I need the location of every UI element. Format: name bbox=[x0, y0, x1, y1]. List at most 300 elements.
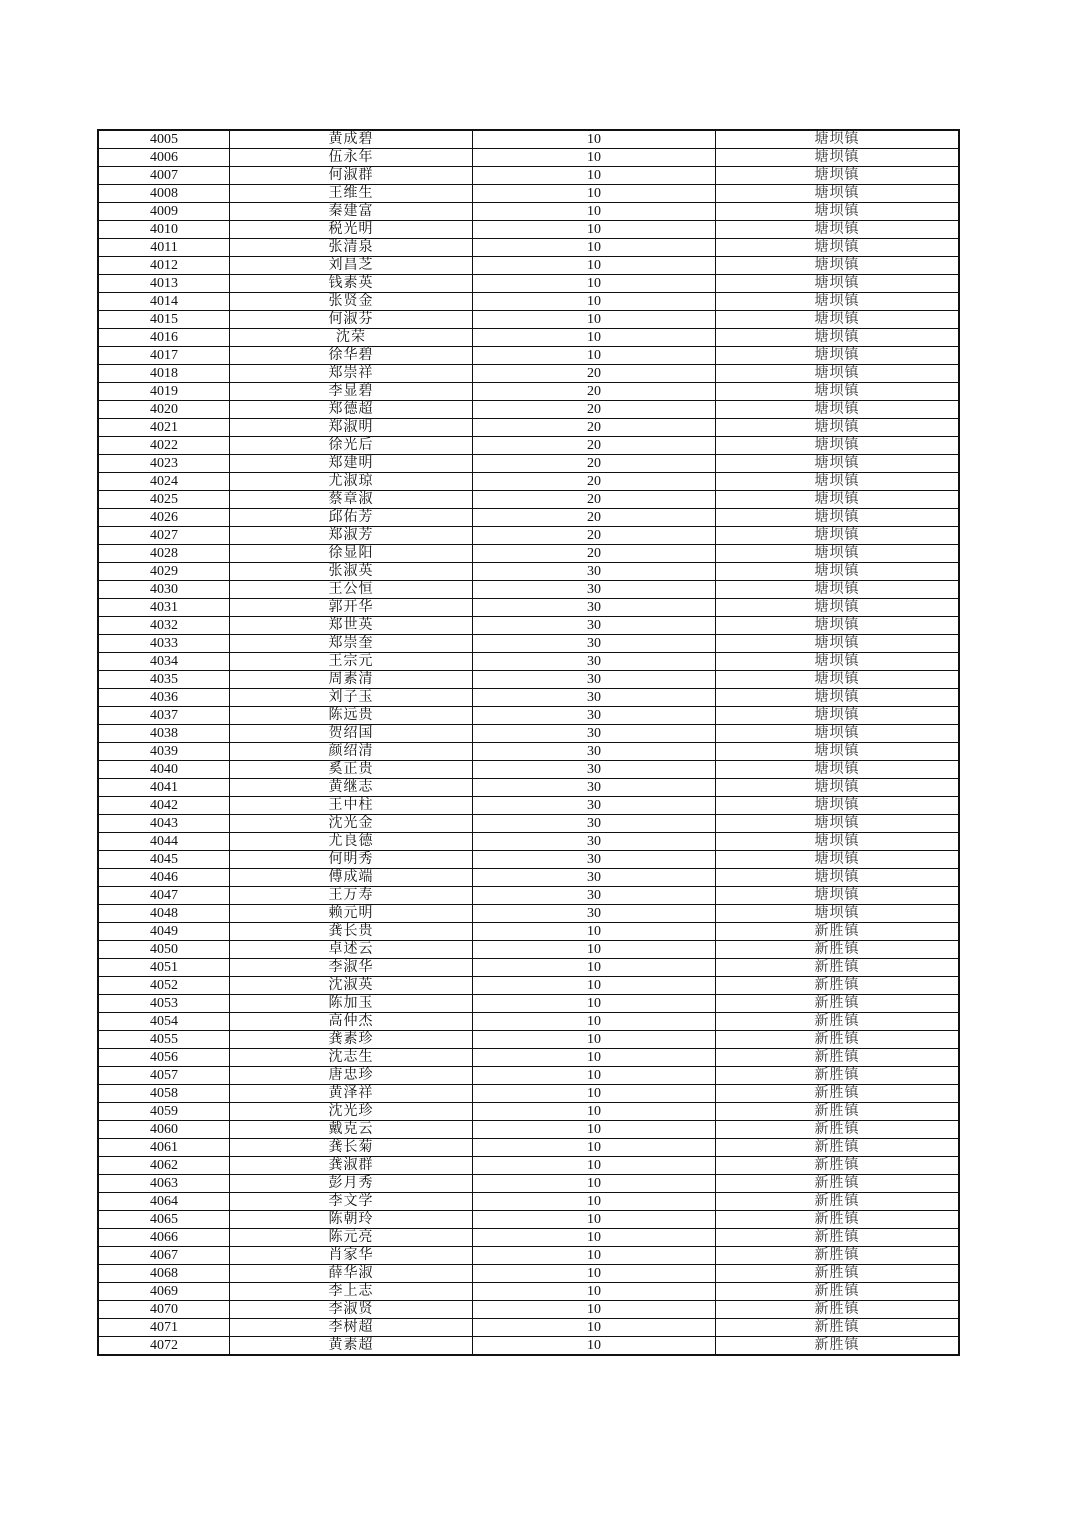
name-cell: 贺绍国 bbox=[230, 725, 473, 743]
row-number-cell: 4066 bbox=[98, 1229, 230, 1247]
table-row bbox=[98, 653, 959, 671]
amount-cell: 10 bbox=[473, 1175, 716, 1193]
name-cell: 黄成碧 bbox=[230, 130, 473, 149]
table-row bbox=[98, 383, 959, 401]
row-number-cell: 4052 bbox=[98, 977, 230, 995]
table-row bbox=[98, 365, 959, 383]
name-cell: 颜绍清 bbox=[230, 743, 473, 761]
row-number-cell: 4031 bbox=[98, 599, 230, 617]
row-number-cell: 4028 bbox=[98, 545, 230, 563]
amount-cell: 30 bbox=[473, 905, 716, 923]
table-row bbox=[98, 743, 959, 761]
town-cell: 塘坝镇 bbox=[716, 635, 960, 653]
row-number-cell: 4050 bbox=[98, 941, 230, 959]
town-cell: 新胜镇 bbox=[716, 1013, 960, 1031]
row-number-cell: 4035 bbox=[98, 671, 230, 689]
name-cell: 龚长贵 bbox=[230, 923, 473, 941]
row-number-cell: 4033 bbox=[98, 635, 230, 653]
row-number-cell: 4065 bbox=[98, 1211, 230, 1229]
table-row bbox=[98, 401, 959, 419]
amount-cell: 10 bbox=[473, 995, 716, 1013]
amount-cell: 20 bbox=[473, 473, 716, 491]
town-cell: 塘坝镇 bbox=[716, 419, 960, 437]
table-row bbox=[98, 527, 959, 545]
table-row bbox=[98, 905, 959, 923]
amount-cell: 10 bbox=[473, 1211, 716, 1229]
table-row bbox=[98, 203, 959, 221]
town-cell: 塘坝镇 bbox=[716, 707, 960, 725]
amount-cell: 10 bbox=[473, 239, 716, 257]
amount-cell: 10 bbox=[473, 923, 716, 941]
town-cell: 塘坝镇 bbox=[716, 509, 960, 527]
amount-cell: 20 bbox=[473, 383, 716, 401]
row-number-cell: 4020 bbox=[98, 401, 230, 419]
table-row bbox=[98, 707, 959, 725]
name-cell: 伍永年 bbox=[230, 149, 473, 167]
table-row bbox=[98, 1337, 959, 1356]
name-cell: 郑德超 bbox=[230, 401, 473, 419]
table-row bbox=[98, 941, 959, 959]
town-cell: 塘坝镇 bbox=[716, 221, 960, 239]
amount-cell: 10 bbox=[473, 1247, 716, 1265]
town-cell: 塘坝镇 bbox=[716, 347, 960, 365]
town-cell: 新胜镇 bbox=[716, 1211, 960, 1229]
row-number-cell: 4059 bbox=[98, 1103, 230, 1121]
row-number-cell: 4011 bbox=[98, 239, 230, 257]
row-number-cell: 4040 bbox=[98, 761, 230, 779]
name-cell: 龚淑群 bbox=[230, 1157, 473, 1175]
row-number-cell: 4070 bbox=[98, 1301, 230, 1319]
row-number-cell: 4037 bbox=[98, 707, 230, 725]
row-number-cell: 4044 bbox=[98, 833, 230, 851]
table-row bbox=[98, 779, 959, 797]
table-row bbox=[98, 671, 959, 689]
town-cell: 新胜镇 bbox=[716, 959, 960, 977]
name-cell: 尤良德 bbox=[230, 833, 473, 851]
town-cell: 塘坝镇 bbox=[716, 725, 960, 743]
row-number-cell: 4024 bbox=[98, 473, 230, 491]
table-row bbox=[98, 1211, 959, 1229]
town-cell: 新胜镇 bbox=[716, 995, 960, 1013]
table-row bbox=[98, 1031, 959, 1049]
town-cell: 塘坝镇 bbox=[716, 563, 960, 581]
town-cell: 塘坝镇 bbox=[716, 833, 960, 851]
row-number-cell: 4036 bbox=[98, 689, 230, 707]
row-number-cell: 4067 bbox=[98, 1247, 230, 1265]
town-cell: 塘坝镇 bbox=[716, 329, 960, 347]
town-cell: 塘坝镇 bbox=[716, 311, 960, 329]
table-row bbox=[98, 509, 959, 527]
name-cell: 李显碧 bbox=[230, 383, 473, 401]
row-number-cell: 4008 bbox=[98, 185, 230, 203]
amount-cell: 10 bbox=[473, 959, 716, 977]
town-cell: 新胜镇 bbox=[716, 1229, 960, 1247]
town-cell: 新胜镇 bbox=[716, 1049, 960, 1067]
town-cell: 新胜镇 bbox=[716, 977, 960, 995]
row-number-cell: 4023 bbox=[98, 455, 230, 473]
table-row bbox=[98, 959, 959, 977]
table-row bbox=[98, 797, 959, 815]
amount-cell: 10 bbox=[473, 1157, 716, 1175]
name-cell: 赖元明 bbox=[230, 905, 473, 923]
amount-cell: 30 bbox=[473, 833, 716, 851]
name-cell: 何明秀 bbox=[230, 851, 473, 869]
row-number-cell: 4055 bbox=[98, 1031, 230, 1049]
row-number-cell: 4057 bbox=[98, 1067, 230, 1085]
table-row bbox=[98, 1301, 959, 1319]
table-row bbox=[98, 761, 959, 779]
row-number-cell: 4019 bbox=[98, 383, 230, 401]
name-cell: 徐华碧 bbox=[230, 347, 473, 365]
name-cell: 龚素珍 bbox=[230, 1031, 473, 1049]
name-cell: 王宗元 bbox=[230, 653, 473, 671]
town-cell: 新胜镇 bbox=[716, 1157, 960, 1175]
town-cell: 新胜镇 bbox=[716, 1337, 960, 1356]
table-row bbox=[98, 329, 959, 347]
name-cell: 郑建明 bbox=[230, 455, 473, 473]
name-cell: 钱素英 bbox=[230, 275, 473, 293]
amount-cell: 10 bbox=[473, 1067, 716, 1085]
name-cell: 张淑英 bbox=[230, 563, 473, 581]
amount-cell: 10 bbox=[473, 1283, 716, 1301]
name-cell: 郑崇祥 bbox=[230, 365, 473, 383]
name-cell: 陈元亮 bbox=[230, 1229, 473, 1247]
table-row bbox=[98, 1319, 959, 1337]
name-cell: 王万寿 bbox=[230, 887, 473, 905]
name-cell: 李树超 bbox=[230, 1319, 473, 1337]
row-number-cell: 4069 bbox=[98, 1283, 230, 1301]
name-cell: 彭月秀 bbox=[230, 1175, 473, 1193]
amount-cell: 10 bbox=[473, 293, 716, 311]
name-cell: 尤淑琼 bbox=[230, 473, 473, 491]
town-cell: 塘坝镇 bbox=[716, 743, 960, 761]
amount-cell: 30 bbox=[473, 599, 716, 617]
row-number-cell: 4005 bbox=[98, 130, 230, 149]
amount-cell: 30 bbox=[473, 851, 716, 869]
row-number-cell: 4045 bbox=[98, 851, 230, 869]
row-number-cell: 4056 bbox=[98, 1049, 230, 1067]
amount-cell: 10 bbox=[473, 1121, 716, 1139]
table-row bbox=[98, 130, 959, 149]
town-cell: 塘坝镇 bbox=[716, 653, 960, 671]
table-row bbox=[98, 1103, 959, 1121]
name-cell: 戴克云 bbox=[230, 1121, 473, 1139]
town-cell: 新胜镇 bbox=[716, 1193, 960, 1211]
amount-cell: 30 bbox=[473, 707, 716, 725]
table-row bbox=[98, 1085, 959, 1103]
amount-cell: 10 bbox=[473, 1193, 716, 1211]
amount-cell: 10 bbox=[473, 329, 716, 347]
town-cell: 新胜镇 bbox=[716, 1139, 960, 1157]
town-cell: 塘坝镇 bbox=[716, 887, 960, 905]
amount-cell: 10 bbox=[473, 1103, 716, 1121]
table-row bbox=[98, 563, 959, 581]
row-number-cell: 4029 bbox=[98, 563, 230, 581]
town-cell: 塘坝镇 bbox=[716, 473, 960, 491]
table-row bbox=[98, 815, 959, 833]
amount-cell: 10 bbox=[473, 1337, 716, 1356]
row-number-cell: 4071 bbox=[98, 1319, 230, 1337]
amount-cell: 10 bbox=[473, 1013, 716, 1031]
row-number-cell: 4061 bbox=[98, 1139, 230, 1157]
table-row bbox=[98, 1121, 959, 1139]
table-row bbox=[98, 185, 959, 203]
table-row bbox=[98, 923, 959, 941]
town-cell: 塘坝镇 bbox=[716, 437, 960, 455]
name-cell: 陈加玉 bbox=[230, 995, 473, 1013]
town-cell: 塘坝镇 bbox=[716, 383, 960, 401]
town-cell: 新胜镇 bbox=[716, 1301, 960, 1319]
row-number-cell: 4048 bbox=[98, 905, 230, 923]
table-row bbox=[98, 1175, 959, 1193]
table-row bbox=[98, 491, 959, 509]
data-table bbox=[97, 129, 960, 1356]
amount-cell: 10 bbox=[473, 1139, 716, 1157]
town-cell: 新胜镇 bbox=[716, 941, 960, 959]
name-cell: 卓述云 bbox=[230, 941, 473, 959]
table-row bbox=[98, 635, 959, 653]
name-cell: 李淑华 bbox=[230, 959, 473, 977]
name-cell: 张清泉 bbox=[230, 239, 473, 257]
row-number-cell: 4062 bbox=[98, 1157, 230, 1175]
town-cell: 塘坝镇 bbox=[716, 491, 960, 509]
name-cell: 郑世英 bbox=[230, 617, 473, 635]
town-cell: 塘坝镇 bbox=[716, 851, 960, 869]
table-row bbox=[98, 581, 959, 599]
amount-cell: 10 bbox=[473, 203, 716, 221]
town-cell: 新胜镇 bbox=[716, 1265, 960, 1283]
row-number-cell: 4010 bbox=[98, 221, 230, 239]
table-row bbox=[98, 455, 959, 473]
town-cell: 塘坝镇 bbox=[716, 545, 960, 563]
row-number-cell: 4007 bbox=[98, 167, 230, 185]
town-cell: 塘坝镇 bbox=[716, 689, 960, 707]
amount-cell: 10 bbox=[473, 257, 716, 275]
table-row bbox=[98, 725, 959, 743]
amount-cell: 10 bbox=[473, 275, 716, 293]
table-row bbox=[98, 851, 959, 869]
name-cell: 徐显阳 bbox=[230, 545, 473, 563]
amount-cell: 30 bbox=[473, 761, 716, 779]
row-number-cell: 4026 bbox=[98, 509, 230, 527]
name-cell: 黄继志 bbox=[230, 779, 473, 797]
town-cell: 塘坝镇 bbox=[716, 815, 960, 833]
town-cell: 新胜镇 bbox=[716, 1247, 960, 1265]
amount-cell: 10 bbox=[473, 311, 716, 329]
row-number-cell: 4032 bbox=[98, 617, 230, 635]
table-row bbox=[98, 617, 959, 635]
name-cell: 李淑贤 bbox=[230, 1301, 473, 1319]
table-row bbox=[98, 1247, 959, 1265]
table-row bbox=[98, 1157, 959, 1175]
town-cell: 塘坝镇 bbox=[716, 275, 960, 293]
amount-cell: 10 bbox=[473, 1049, 716, 1067]
name-cell: 蔡章淑 bbox=[230, 491, 473, 509]
row-number-cell: 4041 bbox=[98, 779, 230, 797]
town-cell: 新胜镇 bbox=[716, 1319, 960, 1337]
name-cell: 沈光珍 bbox=[230, 1103, 473, 1121]
amount-cell: 10 bbox=[473, 1229, 716, 1247]
table-row bbox=[98, 1049, 959, 1067]
table-row bbox=[98, 689, 959, 707]
amount-cell: 30 bbox=[473, 815, 716, 833]
town-cell: 塘坝镇 bbox=[716, 167, 960, 185]
row-number-cell: 4018 bbox=[98, 365, 230, 383]
town-cell: 塘坝镇 bbox=[716, 869, 960, 887]
table-row bbox=[98, 239, 959, 257]
amount-cell: 30 bbox=[473, 887, 716, 905]
amount-cell: 30 bbox=[473, 797, 716, 815]
name-cell: 沈荣 bbox=[230, 329, 473, 347]
town-cell: 新胜镇 bbox=[716, 1031, 960, 1049]
table-row bbox=[98, 347, 959, 365]
name-cell: 何淑群 bbox=[230, 167, 473, 185]
amount-cell: 10 bbox=[473, 347, 716, 365]
town-cell: 新胜镇 bbox=[716, 1085, 960, 1103]
amount-cell: 20 bbox=[473, 437, 716, 455]
town-cell: 塘坝镇 bbox=[716, 599, 960, 617]
table-row bbox=[98, 977, 959, 995]
name-cell: 沈志生 bbox=[230, 1049, 473, 1067]
row-number-cell: 4054 bbox=[98, 1013, 230, 1031]
amount-cell: 30 bbox=[473, 671, 716, 689]
town-cell: 新胜镇 bbox=[716, 923, 960, 941]
row-number-cell: 4025 bbox=[98, 491, 230, 509]
name-cell: 郭开华 bbox=[230, 599, 473, 617]
amount-cell: 30 bbox=[473, 563, 716, 581]
row-number-cell: 4015 bbox=[98, 311, 230, 329]
amount-cell: 30 bbox=[473, 743, 716, 761]
row-number-cell: 4038 bbox=[98, 725, 230, 743]
town-cell: 塘坝镇 bbox=[716, 185, 960, 203]
amount-cell: 20 bbox=[473, 455, 716, 473]
town-cell: 塘坝镇 bbox=[716, 257, 960, 275]
town-cell: 塘坝镇 bbox=[716, 455, 960, 473]
row-number-cell: 4013 bbox=[98, 275, 230, 293]
row-number-cell: 4058 bbox=[98, 1085, 230, 1103]
town-cell: 塘坝镇 bbox=[716, 149, 960, 167]
row-number-cell: 4043 bbox=[98, 815, 230, 833]
table-row bbox=[98, 1013, 959, 1031]
amount-cell: 10 bbox=[473, 149, 716, 167]
row-number-cell: 4034 bbox=[98, 653, 230, 671]
amount-cell: 30 bbox=[473, 617, 716, 635]
town-cell: 塘坝镇 bbox=[716, 617, 960, 635]
town-cell: 新胜镇 bbox=[716, 1175, 960, 1193]
row-number-cell: 4039 bbox=[98, 743, 230, 761]
name-cell: 徐光后 bbox=[230, 437, 473, 455]
amount-cell: 10 bbox=[473, 167, 716, 185]
table-row bbox=[98, 167, 959, 185]
name-cell: 黄泽祥 bbox=[230, 1085, 473, 1103]
table-row bbox=[98, 311, 959, 329]
table-row bbox=[98, 1283, 959, 1301]
table-row bbox=[98, 833, 959, 851]
town-cell: 新胜镇 bbox=[716, 1121, 960, 1139]
row-number-cell: 4012 bbox=[98, 257, 230, 275]
town-cell: 塘坝镇 bbox=[716, 365, 960, 383]
amount-cell: 30 bbox=[473, 725, 716, 743]
table-row bbox=[98, 419, 959, 437]
name-cell: 肖家华 bbox=[230, 1247, 473, 1265]
row-number-cell: 4064 bbox=[98, 1193, 230, 1211]
row-number-cell: 4006 bbox=[98, 149, 230, 167]
amount-cell: 30 bbox=[473, 653, 716, 671]
table-row bbox=[98, 995, 959, 1013]
town-cell: 塘坝镇 bbox=[716, 239, 960, 257]
table-row bbox=[98, 599, 959, 617]
row-number-cell: 4051 bbox=[98, 959, 230, 977]
name-cell: 沈光金 bbox=[230, 815, 473, 833]
name-cell: 税光明 bbox=[230, 221, 473, 239]
row-number-cell: 4014 bbox=[98, 293, 230, 311]
town-cell: 塘坝镇 bbox=[716, 203, 960, 221]
table-body bbox=[98, 130, 959, 1355]
amount-cell: 10 bbox=[473, 185, 716, 203]
amount-cell: 20 bbox=[473, 545, 716, 563]
table-row bbox=[98, 545, 959, 563]
name-cell: 李文学 bbox=[230, 1193, 473, 1211]
amount-cell: 20 bbox=[473, 491, 716, 509]
amount-cell: 10 bbox=[473, 941, 716, 959]
amount-cell: 10 bbox=[473, 1085, 716, 1103]
row-number-cell: 4027 bbox=[98, 527, 230, 545]
amount-cell: 10 bbox=[473, 1301, 716, 1319]
town-cell: 塘坝镇 bbox=[716, 527, 960, 545]
town-cell: 新胜镇 bbox=[716, 1103, 960, 1121]
table-row bbox=[98, 869, 959, 887]
amount-cell: 30 bbox=[473, 689, 716, 707]
name-cell: 张贤金 bbox=[230, 293, 473, 311]
table-row bbox=[98, 437, 959, 455]
table-row bbox=[98, 257, 959, 275]
town-cell: 塘坝镇 bbox=[716, 779, 960, 797]
row-number-cell: 4009 bbox=[98, 203, 230, 221]
amount-cell: 10 bbox=[473, 1265, 716, 1283]
name-cell: 李上志 bbox=[230, 1283, 473, 1301]
amount-cell: 10 bbox=[473, 221, 716, 239]
amount-cell: 30 bbox=[473, 635, 716, 653]
name-cell: 沈淑英 bbox=[230, 977, 473, 995]
name-cell: 郑崇奎 bbox=[230, 635, 473, 653]
table-row bbox=[98, 293, 959, 311]
town-cell: 新胜镇 bbox=[716, 1067, 960, 1085]
row-number-cell: 4022 bbox=[98, 437, 230, 455]
row-number-cell: 4046 bbox=[98, 869, 230, 887]
amount-cell: 10 bbox=[473, 1319, 716, 1337]
name-cell: 周素清 bbox=[230, 671, 473, 689]
name-cell: 刘昌芝 bbox=[230, 257, 473, 275]
table-row bbox=[98, 473, 959, 491]
amount-cell: 20 bbox=[473, 527, 716, 545]
name-cell: 刘子玉 bbox=[230, 689, 473, 707]
name-cell: 陈朝玲 bbox=[230, 1211, 473, 1229]
row-number-cell: 4016 bbox=[98, 329, 230, 347]
amount-cell: 10 bbox=[473, 1031, 716, 1049]
name-cell: 王公恒 bbox=[230, 581, 473, 599]
row-number-cell: 4053 bbox=[98, 995, 230, 1013]
row-number-cell: 4047 bbox=[98, 887, 230, 905]
town-cell: 塘坝镇 bbox=[716, 761, 960, 779]
amount-cell: 10 bbox=[473, 130, 716, 149]
name-cell: 邱佑芳 bbox=[230, 509, 473, 527]
row-number-cell: 4049 bbox=[98, 923, 230, 941]
row-number-cell: 4060 bbox=[98, 1121, 230, 1139]
name-cell: 傅成端 bbox=[230, 869, 473, 887]
table-row bbox=[98, 1067, 959, 1085]
row-number-cell: 4017 bbox=[98, 347, 230, 365]
amount-cell: 30 bbox=[473, 581, 716, 599]
